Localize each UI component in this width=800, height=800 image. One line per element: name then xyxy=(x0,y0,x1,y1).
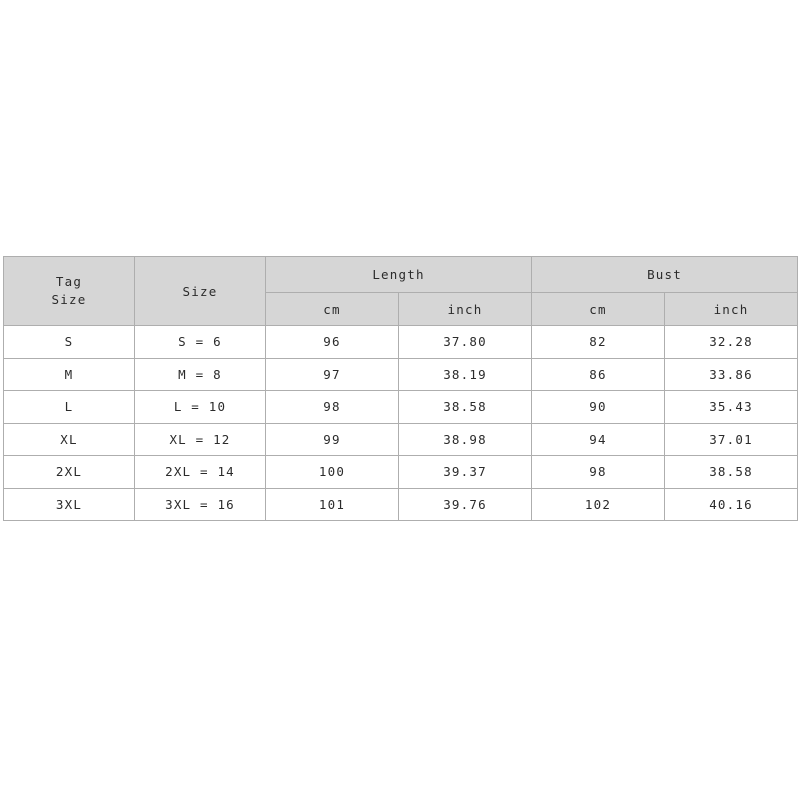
header-length-cm: cm xyxy=(266,293,399,326)
table-row xyxy=(4,488,798,521)
header-bust: Bust xyxy=(532,257,798,293)
table-row xyxy=(4,391,798,424)
cell-tag-size: S xyxy=(4,326,135,359)
header-size: Size xyxy=(135,257,266,326)
header-bust-inch: inch xyxy=(665,293,798,326)
header-bust-cm: cm xyxy=(532,293,665,326)
header-length: Length xyxy=(266,257,532,293)
cell-size: 2XL = 14 xyxy=(135,456,266,489)
cell-tag-size: 2XL xyxy=(4,456,135,489)
cell-bust-cm: 102 xyxy=(532,488,665,521)
cell-bust-inch: 32.28 xyxy=(665,326,798,359)
cell-length-inch: 38.98 xyxy=(399,423,532,456)
cell-length-cm: 97 xyxy=(266,358,399,391)
header-tag-size xyxy=(4,257,135,326)
table-body xyxy=(4,326,798,521)
cell-bust-inch: 37.01 xyxy=(665,423,798,456)
cell-size: XL = 12 xyxy=(135,423,266,456)
cell-bust-inch: 40.16 xyxy=(665,488,798,521)
header-tag-size-line2: Size xyxy=(51,292,87,307)
cell-bust-inch: 33.86 xyxy=(665,358,798,391)
header-length-inch: inch xyxy=(399,293,532,326)
cell-length-cm: 101 xyxy=(266,488,399,521)
table-row xyxy=(4,423,798,456)
size-chart-table xyxy=(3,256,798,521)
table-row xyxy=(4,326,798,359)
cell-length-inch: 39.37 xyxy=(399,456,532,489)
cell-tag-size: M xyxy=(4,358,135,391)
cell-length-inch: 38.58 xyxy=(399,391,532,424)
cell-size: L = 10 xyxy=(135,391,266,424)
cell-length-inch: 39.76 xyxy=(399,488,532,521)
table-row xyxy=(4,456,798,489)
cell-size: 3XL = 16 xyxy=(135,488,266,521)
cell-length-inch: 38.19 xyxy=(399,358,532,391)
table-row xyxy=(4,358,798,391)
cell-size: M = 8 xyxy=(135,358,266,391)
cell-tag-size: 3XL xyxy=(4,488,135,521)
cell-tag-size: XL xyxy=(4,423,135,456)
header-row-primary xyxy=(4,257,798,293)
cell-length-cm: 99 xyxy=(266,423,399,456)
header-tag-size-line1: Tag xyxy=(55,273,83,289)
cell-length-cm: 100 xyxy=(266,456,399,489)
cell-length-cm: 96 xyxy=(266,326,399,359)
cell-bust-cm: 90 xyxy=(532,391,665,424)
cell-length-inch: 37.80 xyxy=(399,326,532,359)
cell-length-cm: 98 xyxy=(266,391,399,424)
cell-bust-inch: 35.43 xyxy=(665,391,798,424)
cell-tag-size: L xyxy=(4,391,135,424)
cell-bust-cm: 82 xyxy=(532,326,665,359)
cell-bust-inch: 38.58 xyxy=(665,456,798,489)
cell-bust-cm: 94 xyxy=(532,423,665,456)
table-header xyxy=(4,257,798,326)
cell-size: S = 6 xyxy=(135,326,266,359)
cell-bust-cm: 86 xyxy=(532,358,665,391)
size-chart-container xyxy=(3,256,797,521)
cell-bust-cm: 98 xyxy=(532,456,665,489)
